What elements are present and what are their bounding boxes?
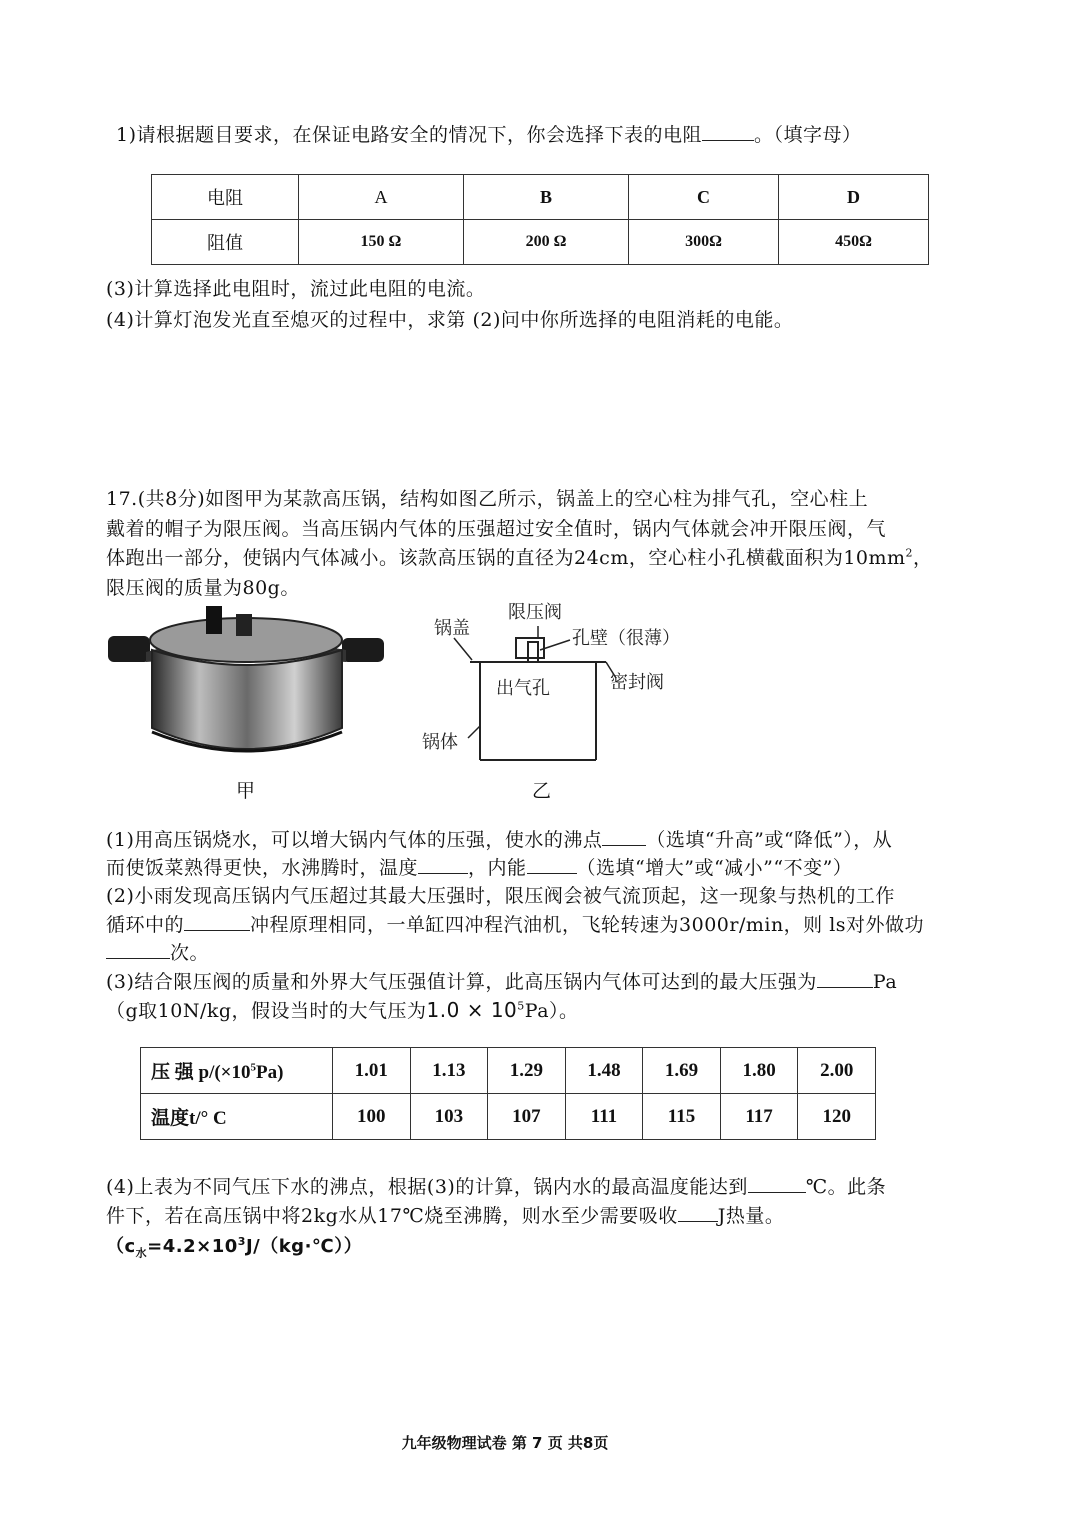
table-cell: 115 xyxy=(643,1094,721,1140)
pressure-cooker-illustration xyxy=(106,600,386,770)
answer-blank[interactable] xyxy=(702,122,754,141)
sub3-line2: （g取10N/kg，假设当时的大气压为$1.0 \times 10^5Pa$）。 xyxy=(106,998,579,1022)
diagram-label-outlet: 出气孔 xyxy=(496,678,550,699)
table-cell: 2.00 xyxy=(798,1048,876,1094)
table-row xyxy=(152,220,929,265)
table-cell: B xyxy=(463,175,628,220)
sub2-line1: (2)小雨发现高压锅内气压超过其最大压强时，限压阀会被气流顶起，这一现象与热机的工作 xyxy=(106,885,895,907)
answer-blank[interactable] xyxy=(184,912,250,931)
diagram-label-valve: 限压阀 xyxy=(508,602,562,623)
sub2-line3: 次。 xyxy=(106,938,209,965)
table-cell: 200 Ω xyxy=(463,220,628,265)
table-cell: 1.01 xyxy=(333,1048,411,1094)
table-cell: 1.48 xyxy=(565,1048,643,1094)
figure-label-yi: 乙 xyxy=(532,780,552,802)
table-cell: 1.80 xyxy=(720,1048,798,1094)
table-cell: 电阻 xyxy=(152,175,299,220)
table-row xyxy=(141,1048,876,1094)
q2-prompt: 1)请根据题目要求，在保证电路安全的情况下，你会选择下表的电阻 。（填字母） xyxy=(116,124,862,146)
answer-blank[interactable] xyxy=(678,1203,718,1222)
table-cell: 1.29 xyxy=(488,1048,566,1094)
answer-blank[interactable] xyxy=(817,969,873,988)
q4-text: (4)计算灯泡发光直至熄灭的过程中，求第 (2)问中你所选择的电阻消耗的电能。 xyxy=(106,309,794,331)
table-cell: 107 xyxy=(488,1094,566,1140)
table-cell: 1.69 xyxy=(643,1048,721,1094)
sub3-line1: (3)结合限压阀的质量和外界大气压强值计算，此高压锅内气体可达到的最大压强为 Pa xyxy=(106,971,898,993)
table-row xyxy=(152,175,929,220)
sub1-line1: (1)用高压锅烧水，可以增大锅内气体的压强，使水的沸点 （选填“升高”或“降低”），从 xyxy=(106,829,893,851)
table-cell: C xyxy=(629,175,779,220)
sub4-line2: 件下，若在高压锅中将2kg水从17℃烧至沸腾，则水至少需要吸收 J热量。 xyxy=(106,1205,785,1227)
table-cell: 压 强 $p/(\times 10^5Pa)$ xyxy=(141,1048,333,1094)
table-cell: 103 xyxy=(410,1094,488,1140)
resistor-table xyxy=(151,174,929,265)
table-cell: 100 xyxy=(333,1094,411,1140)
page-footer: 九年级物理试卷 第 7 页 共8页 xyxy=(401,1434,609,1452)
answer-blank[interactable] xyxy=(748,1174,806,1193)
diagram-label-lid: 锅盖 xyxy=(434,618,470,639)
pressure-temperature-table xyxy=(140,1047,876,1140)
cooker-structure-diagram xyxy=(410,596,710,776)
table-cell: 150 Ω xyxy=(298,220,463,265)
diagram-label-wall: 孔壁（很薄） xyxy=(572,628,680,649)
diagram-label-body: 锅体 xyxy=(422,732,458,753)
sub4-line1: (4)上表为不同气压下水的沸点，根据(3)的计算，锅内水的最高温度能达到 ℃。此条 xyxy=(106,1176,887,1198)
figure-label-jia: 甲 xyxy=(236,780,256,802)
table-cell: A xyxy=(298,175,463,220)
table-cell: 120 xyxy=(798,1094,876,1140)
table-cell: 111 xyxy=(565,1094,643,1140)
answer-blank[interactable] xyxy=(418,855,468,874)
table-cell: 阻值 xyxy=(152,220,299,265)
table-cell: D xyxy=(779,175,929,220)
q3-text: (3)计算选择此电阻时，流过此电阻的电流。 xyxy=(106,278,486,300)
answer-blank[interactable] xyxy=(527,855,577,874)
q17-line2: 戴着的帽子为限压阀。当高压锅内气体的压强超过安全值时，锅内气体就会冲开限压阀，气 xyxy=(106,518,887,540)
table-cell: 450Ω xyxy=(779,220,929,265)
q17-line4: 限压阀的质量为80g。 xyxy=(106,577,300,599)
table-cell: 温度t/° C xyxy=(141,1094,333,1140)
q17-line3: 体跑出一部分，使锅内气体减小。该款高压锅的直径为24cm，空心柱小孔横截面积为$10mm^2$， xyxy=(106,546,933,569)
diagram-label-seal: 密封阀 xyxy=(610,672,664,693)
specific-heat-note: $(c_水=4.2\times 10^3J/(kg\cdot℃))$ xyxy=(106,1235,363,1260)
q17-line1: 17.(共8分)如图甲为某款高压锅，结构如图乙所示，锅盖上的空心柱为排气孔，空心柱上 xyxy=(106,488,869,510)
answer-blank[interactable] xyxy=(106,940,170,959)
table-row xyxy=(141,1094,876,1140)
answer-blank[interactable] xyxy=(602,827,646,846)
table-cell: 117 xyxy=(720,1094,798,1140)
table-cell: 300Ω xyxy=(629,220,779,265)
sub1-line2: 而使饭菜熟得更快，水沸腾时，温度 ，内能 （选填“增大”或“减小”“不变”） xyxy=(106,857,853,879)
table-cell: 1.13 xyxy=(410,1048,488,1094)
sub2-line2: 循环中的 冲程原理相同，一单缸四冲程汽油机，飞轮转速为3000r/min，则 ls对外做功 xyxy=(106,914,925,936)
